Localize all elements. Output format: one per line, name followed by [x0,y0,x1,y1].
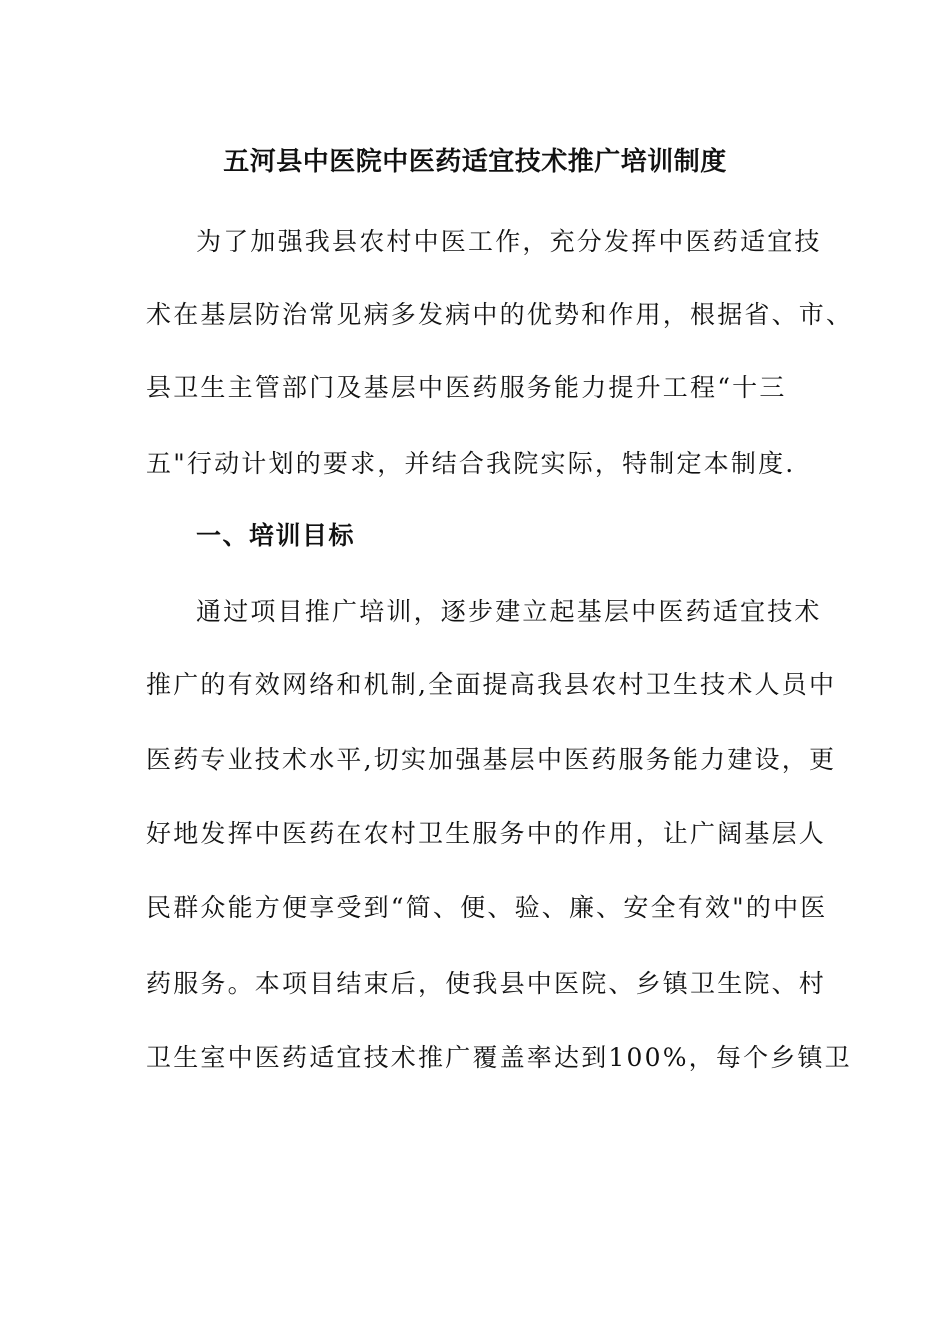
intro-paragraph-line: 县卫生主管部门及基层中医药服务能力提升工程“十三 [146,373,787,402]
section-paragraph-line: 好地发挥中医药在农村卫生服务中的作用，让广阔基层人 [146,819,827,848]
section-paragraph-line: 通过项目推广培训，逐步建立起基层中医药适宜技术 [196,597,822,626]
section-heading: 一、培训目标 [196,521,356,550]
section-paragraph-line: 推广的有效网络和机制,全面提高我县农村卫生技术人员中 [146,670,837,699]
intro-paragraph-line: 术在基层防治常见病多发病中的优势和作用，根据省、市、 [146,300,854,329]
intro-paragraph-line: 为了加强我县农村中医工作，充分发挥中医药适宜技 [196,227,822,256]
intro-paragraph-line: 五"行动计划的要求，并结合我院实际，特制定本制度. [146,449,796,478]
section-paragraph-line: 药服务。本项目结束后，使我县中医院、乡镇卫生院、村 [146,969,827,998]
document-title: 五河县中医院中医药适宜技术推广培训制度 [223,147,727,177]
section-paragraph-line: 卫生室中医药适宜技术推广覆盖率达到100%，每个乡镇卫 [146,1043,852,1072]
section-paragraph-line: 民群众能方便享受到“简、便、验、廉、安全有效"的中医 [146,893,828,922]
section-paragraph-line: 医药专业技术水平,切实加强基层中医药服务能力建设，更 [146,745,837,774]
